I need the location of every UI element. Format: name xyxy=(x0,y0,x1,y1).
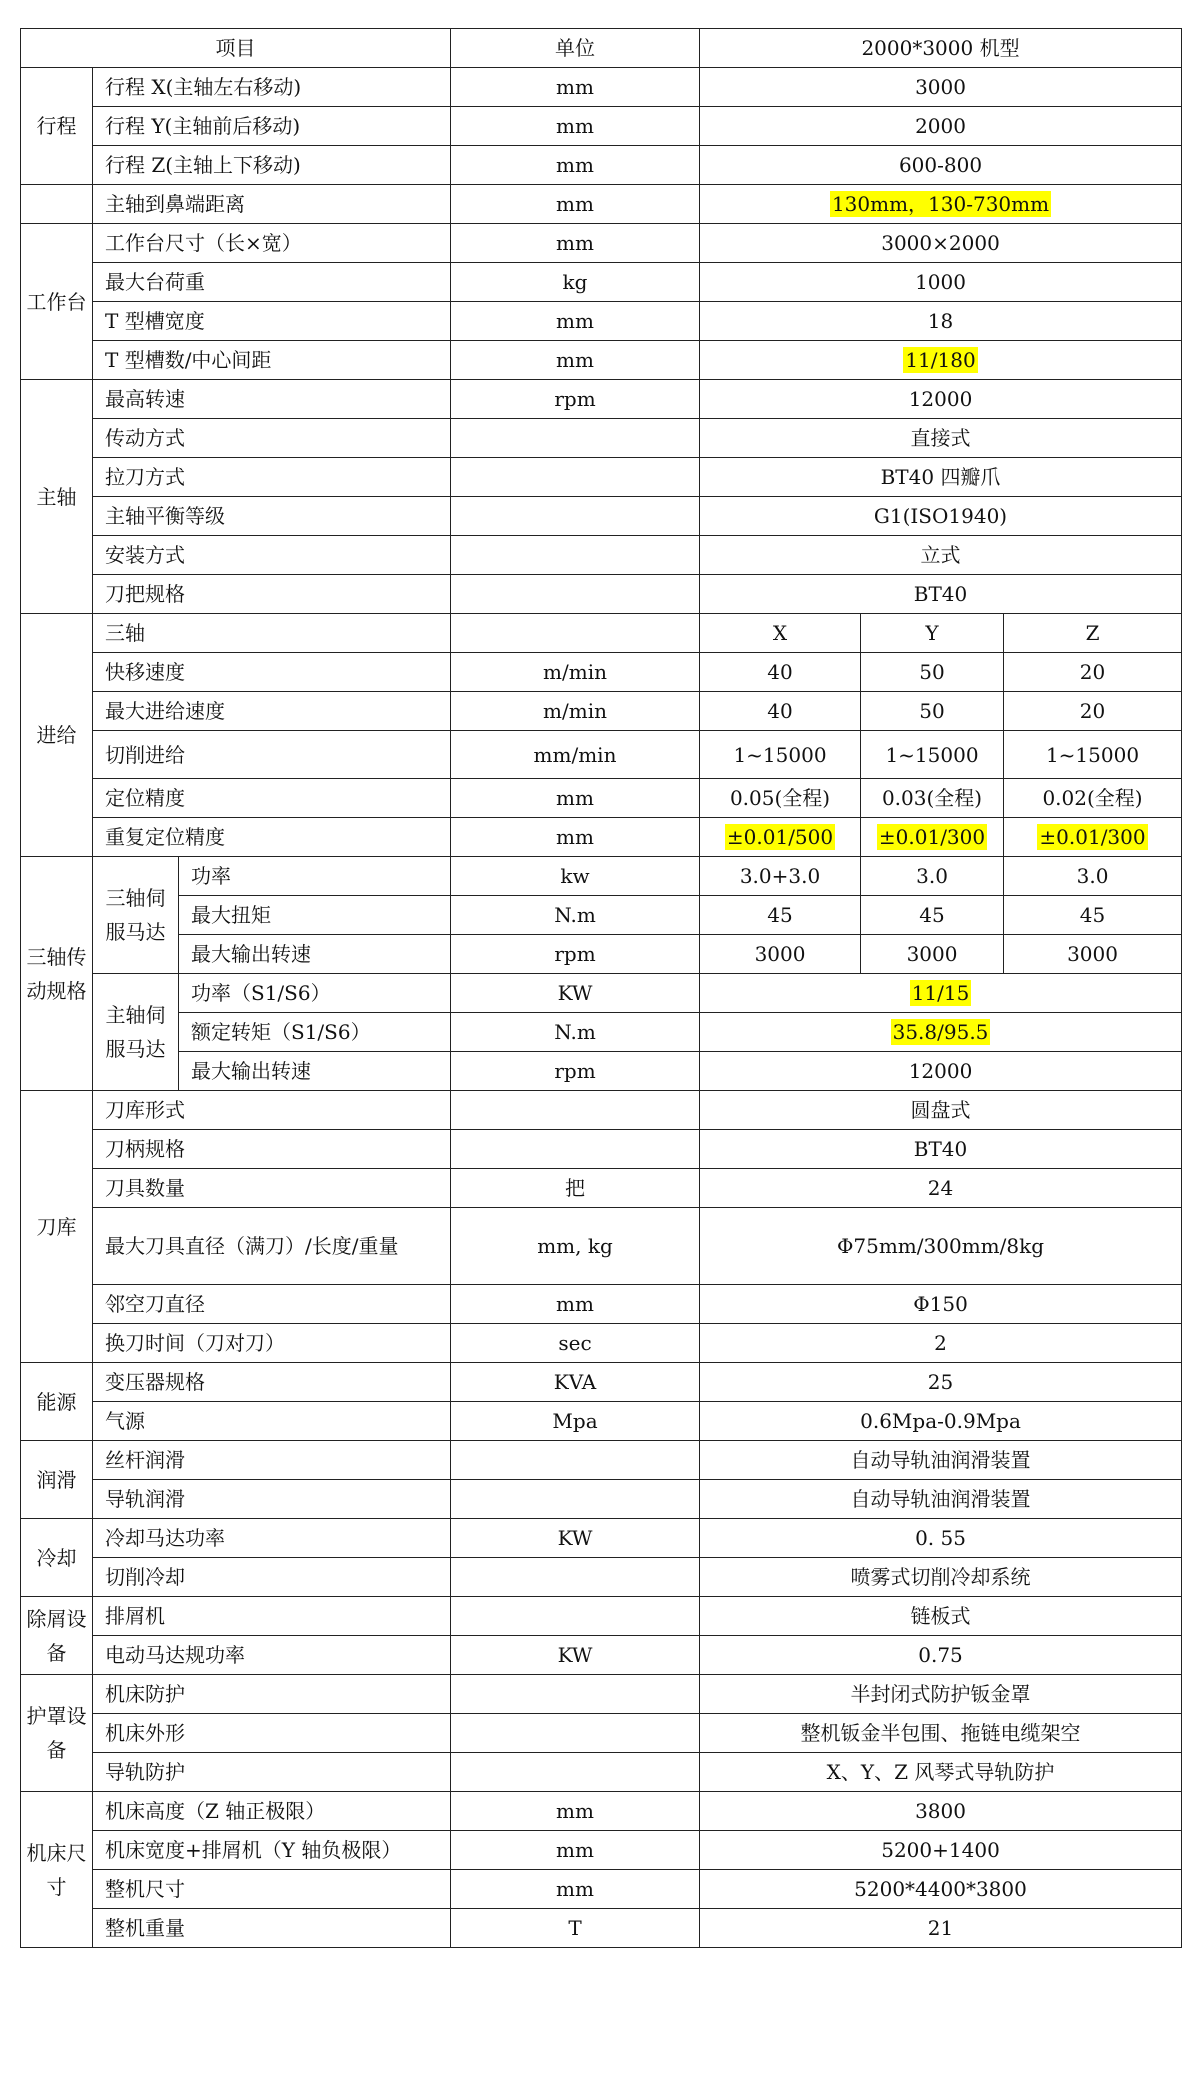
category-drive: 三轴传动规格 xyxy=(21,857,93,1091)
header-item: 项目 xyxy=(21,29,451,68)
value-cell: Φ150 xyxy=(700,1285,1182,1324)
unit-cell xyxy=(451,536,700,575)
table-row xyxy=(21,1675,1182,1714)
z-cell: 1~15000 xyxy=(1004,731,1182,779)
table-row xyxy=(21,1480,1182,1519)
z-cell: 3000 xyxy=(1004,935,1182,974)
header-model: 2000*3000 机型 xyxy=(700,29,1182,68)
table-row xyxy=(21,575,1182,614)
value-cell: BT40 四瓣爪 xyxy=(700,458,1182,497)
value-cell: 0. 55 xyxy=(700,1519,1182,1558)
item-label: 邻空刀直径 xyxy=(93,1285,451,1324)
unit-cell: mm xyxy=(451,1285,700,1324)
unit-cell xyxy=(451,1597,700,1636)
item-label: 功率（S1/S6） xyxy=(179,974,451,1013)
table-row xyxy=(21,1169,1182,1208)
unit-cell xyxy=(451,1675,700,1714)
y-cell: 1~15000 xyxy=(861,731,1004,779)
value-cell: 5200+1400 xyxy=(700,1831,1182,1870)
table-row xyxy=(21,1363,1182,1402)
unit-cell xyxy=(451,458,700,497)
unit-cell xyxy=(451,575,700,614)
unit-cell: mm, kg xyxy=(451,1208,700,1285)
z-cell: 3.0 xyxy=(1004,857,1182,896)
highlighted-value: 130mm，130-730mm xyxy=(831,192,1050,216)
unit-cell xyxy=(451,1558,700,1597)
item-label: 最大台荷重 xyxy=(93,263,451,302)
item-label: 冷却马达功率 xyxy=(93,1519,451,1558)
unit-cell: 把 xyxy=(451,1169,700,1208)
value-cell: 1000 xyxy=(700,263,1182,302)
value-cell: Φ75mm/300mm/8kg xyxy=(700,1208,1182,1285)
table-row xyxy=(21,107,1182,146)
item-label: 定位精度 xyxy=(93,779,451,818)
unit-cell: mm xyxy=(451,107,700,146)
value-cell: 600-800 xyxy=(700,146,1182,185)
unit-cell: mm xyxy=(451,302,700,341)
value-cell: 2000 xyxy=(700,107,1182,146)
y-cell: 0.03(全程) xyxy=(861,779,1004,818)
unit-cell xyxy=(451,1480,700,1519)
category-feed: 进给 xyxy=(21,614,93,857)
unit-cell: mm xyxy=(451,224,700,263)
z-cell: 20 xyxy=(1004,692,1182,731)
highlighted-value: 11/15 xyxy=(911,981,970,1005)
table-row xyxy=(21,731,1182,779)
x-cell: 40 xyxy=(700,692,861,731)
item-label: 额定转矩（S1/S6） xyxy=(179,1013,451,1052)
value-cell: 喷雾式切削冷却系统 xyxy=(700,1558,1182,1597)
item-label: 主轴到鼻端距离 xyxy=(93,185,451,224)
unit-cell xyxy=(451,1130,700,1169)
category-empty xyxy=(21,185,93,224)
table-row xyxy=(21,1597,1182,1636)
value-cell: 12000 xyxy=(700,1052,1182,1091)
item-label: 最大扭矩 xyxy=(179,896,451,935)
value-cell: 自动导轨油润滑装置 xyxy=(700,1441,1182,1480)
item-label: 机床外形 xyxy=(93,1714,451,1753)
table-row xyxy=(21,692,1182,731)
highlighted-value: 35.8/95.5 xyxy=(892,1020,989,1044)
value-cell: 圆盘式 xyxy=(700,1091,1182,1130)
item-label: 气源 xyxy=(93,1402,451,1441)
value-cell: 21 xyxy=(700,1909,1182,1948)
item-label: 排屑机 xyxy=(93,1597,451,1636)
table-row xyxy=(21,419,1182,458)
item-label: 刀柄规格 xyxy=(93,1130,451,1169)
value-cell: BT40 xyxy=(700,575,1182,614)
table-row xyxy=(21,458,1182,497)
category-guard: 护罩设备 xyxy=(21,1675,93,1792)
y-cell: 50 xyxy=(861,692,1004,731)
value-cell: 25 xyxy=(700,1363,1182,1402)
value-cell: 24 xyxy=(700,1169,1182,1208)
table-row xyxy=(21,1714,1182,1753)
unit-cell xyxy=(451,497,700,536)
category-spindle: 主轴 xyxy=(21,380,93,614)
spec-sheet xyxy=(20,28,1181,1948)
item-label: 切削冷却 xyxy=(93,1558,451,1597)
unit-cell: m/min xyxy=(451,692,700,731)
y-cell: 50 xyxy=(861,653,1004,692)
table-row xyxy=(21,536,1182,575)
item-label: 导轨防护 xyxy=(93,1753,451,1792)
item-label: 功率 xyxy=(179,857,451,896)
y-cell: 3.0 xyxy=(861,857,1004,896)
table-row xyxy=(21,1013,1182,1052)
z-cell xyxy=(1004,818,1182,857)
table-row xyxy=(21,1130,1182,1169)
item-label: 整机重量 xyxy=(93,1909,451,1948)
unit-cell: m/min xyxy=(451,653,700,692)
group-spindle-motor: 主轴伺服马达 xyxy=(93,974,179,1091)
category-size: 机床尺寸 xyxy=(21,1792,93,1948)
item-label: 换刀时间（刀对刀） xyxy=(93,1324,451,1363)
x-cell: 1~15000 xyxy=(700,731,861,779)
unit-cell: rpm xyxy=(451,380,700,419)
table-row xyxy=(21,1441,1182,1480)
unit-cell: mm xyxy=(451,68,700,107)
table-row xyxy=(21,614,1182,653)
value-cell xyxy=(700,341,1182,380)
header-row xyxy=(21,29,1182,68)
item-label: 切削进给 xyxy=(93,731,451,779)
item-label: 刀把规格 xyxy=(93,575,451,614)
table-row xyxy=(21,1753,1182,1792)
value-cell: 3000×2000 xyxy=(700,224,1182,263)
table-row xyxy=(21,341,1182,380)
category-chip: 除屑设备 xyxy=(21,1597,93,1675)
value-cell: 直接式 xyxy=(700,419,1182,458)
value-cell: 整机钣金半包围、拖链电缆架空 xyxy=(700,1714,1182,1753)
y-cell xyxy=(861,818,1004,857)
z-cell: 0.02(全程) xyxy=(1004,779,1182,818)
item-label: 行程 X(主轴左右移动) xyxy=(93,68,451,107)
unit-cell xyxy=(451,419,700,458)
table-row xyxy=(21,1636,1182,1675)
unit-cell: N.m xyxy=(451,896,700,935)
table-row xyxy=(21,1285,1182,1324)
value-cell: 0.6Mpa-0.9Mpa xyxy=(700,1402,1182,1441)
spec-table xyxy=(20,28,1182,1948)
item-label: 刀具数量 xyxy=(93,1169,451,1208)
unit-cell: mm/min xyxy=(451,731,700,779)
unit-cell: mm xyxy=(451,1831,700,1870)
item-label: 传动方式 xyxy=(93,419,451,458)
unit-cell: KW xyxy=(451,974,700,1013)
value-cell: X、Y、Z 风琴式导轨防护 xyxy=(700,1753,1182,1792)
unit-cell: mm xyxy=(451,146,700,185)
category-table: 工作台 xyxy=(21,224,93,380)
z-cell: 20 xyxy=(1004,653,1182,692)
item-label: 机床防护 xyxy=(93,1675,451,1714)
item-label: 安装方式 xyxy=(93,536,451,575)
value-cell: 0.75 xyxy=(700,1636,1182,1675)
x-cell: 3000 xyxy=(700,935,861,974)
unit-cell: mm xyxy=(451,341,700,380)
item-label: 拉刀方式 xyxy=(93,458,451,497)
unit-cell: kg xyxy=(451,263,700,302)
value-cell: 18 xyxy=(700,302,1182,341)
unit-cell: N.m xyxy=(451,1013,700,1052)
unit-cell: kw xyxy=(451,857,700,896)
table-row xyxy=(21,1519,1182,1558)
table-row xyxy=(21,1324,1182,1363)
unit-cell: mm xyxy=(451,1792,700,1831)
x-cell: 45 xyxy=(700,896,861,935)
unit-cell: T xyxy=(451,1909,700,1948)
unit-cell: mm xyxy=(451,779,700,818)
unit-cell: Mpa xyxy=(451,1402,700,1441)
z-cell: Z xyxy=(1004,614,1182,653)
unit-cell: KVA xyxy=(451,1363,700,1402)
unit-cell: rpm xyxy=(451,935,700,974)
table-row xyxy=(21,1208,1182,1285)
unit-cell: mm xyxy=(451,1870,700,1909)
unit-cell: sec xyxy=(451,1324,700,1363)
value-cell: 12000 xyxy=(700,380,1182,419)
table-row xyxy=(21,1909,1182,1948)
item-label: 机床宽度+排屑机（Y 轴负极限） xyxy=(93,1831,451,1870)
highlighted-value: ±0.01/300 xyxy=(878,825,986,849)
x-cell: X xyxy=(700,614,861,653)
value-cell: 3000 xyxy=(700,68,1182,107)
unit-cell xyxy=(451,1441,700,1480)
table-row xyxy=(21,185,1182,224)
value-cell: 3800 xyxy=(700,1792,1182,1831)
item-label: 刀库形式 xyxy=(93,1091,451,1130)
item-label: 最大刀具直径（满刀）/长度/重量 xyxy=(93,1208,451,1285)
unit-cell: KW xyxy=(451,1636,700,1675)
y-cell: Y xyxy=(861,614,1004,653)
table-row xyxy=(21,818,1182,857)
unit-cell: rpm xyxy=(451,1052,700,1091)
table-row xyxy=(21,1402,1182,1441)
item-label: 重复定位精度 xyxy=(93,818,451,857)
item-label: 整机尺寸 xyxy=(93,1870,451,1909)
category-magazine: 刀库 xyxy=(21,1091,93,1363)
table-row xyxy=(21,1052,1182,1091)
item-label: 三轴 xyxy=(93,614,451,653)
unit-cell xyxy=(451,614,700,653)
item-label: 主轴平衡等级 xyxy=(93,497,451,536)
x-cell: 3.0+3.0 xyxy=(700,857,861,896)
item-label: 工作台尺寸（长×宽） xyxy=(93,224,451,263)
value-cell xyxy=(700,974,1182,1013)
table-row xyxy=(21,779,1182,818)
value-cell xyxy=(700,1013,1182,1052)
category-cooling: 冷却 xyxy=(21,1519,93,1597)
unit-cell xyxy=(451,1091,700,1130)
y-cell: 3000 xyxy=(861,935,1004,974)
table-row xyxy=(21,1870,1182,1909)
value-cell: 链板式 xyxy=(700,1597,1182,1636)
table-row xyxy=(21,857,1182,896)
x-cell xyxy=(700,818,861,857)
value-cell: G1(ISO1940) xyxy=(700,497,1182,536)
item-label: 电动马达规功率 xyxy=(93,1636,451,1675)
item-label: 丝杆润滑 xyxy=(93,1441,451,1480)
category-lube: 润滑 xyxy=(21,1441,93,1519)
item-label: 快移速度 xyxy=(93,653,451,692)
x-cell: 40 xyxy=(700,653,861,692)
item-label: 导轨润滑 xyxy=(93,1480,451,1519)
value-cell: 2 xyxy=(700,1324,1182,1363)
table-row xyxy=(21,1091,1182,1130)
item-label: 最大输出转速 xyxy=(179,935,451,974)
table-row xyxy=(21,653,1182,692)
value-cell: BT40 xyxy=(700,1130,1182,1169)
item-label: 最高转速 xyxy=(93,380,451,419)
unit-cell xyxy=(451,1753,700,1792)
item-label: T 型槽数/中心间距 xyxy=(93,341,451,380)
value-cell: 半封闭式防护钣金罩 xyxy=(700,1675,1182,1714)
table-row xyxy=(21,224,1182,263)
value-cell: 5200*4400*3800 xyxy=(700,1870,1182,1909)
z-cell: 45 xyxy=(1004,896,1182,935)
item-label: 行程 Z(主轴上下移动) xyxy=(93,146,451,185)
table-row xyxy=(21,497,1182,536)
category-travel: 行程 xyxy=(21,68,93,185)
group-servo: 三轴伺服马达 xyxy=(93,857,179,974)
unit-cell: mm xyxy=(451,185,700,224)
highlighted-value: ±0.01/500 xyxy=(726,825,834,849)
table-row xyxy=(21,146,1182,185)
table-row xyxy=(21,1558,1182,1597)
item-label: 机床高度（Z 轴正极限） xyxy=(93,1792,451,1831)
table-row xyxy=(21,896,1182,935)
table-row xyxy=(21,1792,1182,1831)
table-row xyxy=(21,974,1182,1013)
y-cell: 45 xyxy=(861,896,1004,935)
table-row xyxy=(21,263,1182,302)
unit-cell xyxy=(451,1714,700,1753)
unit-cell: mm xyxy=(451,818,700,857)
x-cell: 0.05(全程) xyxy=(700,779,861,818)
value-cell: 立式 xyxy=(700,536,1182,575)
table-row xyxy=(21,68,1182,107)
item-label: 行程 Y(主轴前后移动) xyxy=(93,107,451,146)
unit-cell: KW xyxy=(451,1519,700,1558)
category-power: 能源 xyxy=(21,1363,93,1441)
highlighted-value: 11/180 xyxy=(905,348,976,372)
header-unit: 单位 xyxy=(451,29,700,68)
item-label: 最大进给速度 xyxy=(93,692,451,731)
table-row xyxy=(21,302,1182,341)
item-label: T 型槽宽度 xyxy=(93,302,451,341)
highlighted-value: ±0.01/300 xyxy=(1039,825,1146,849)
item-label: 最大输出转速 xyxy=(179,1052,451,1091)
value-cell xyxy=(700,185,1182,224)
table-row xyxy=(21,935,1182,974)
table-row xyxy=(21,380,1182,419)
item-label: 变压器规格 xyxy=(93,1363,451,1402)
table-row xyxy=(21,1831,1182,1870)
value-cell: 自动导轨油润滑装置 xyxy=(700,1480,1182,1519)
